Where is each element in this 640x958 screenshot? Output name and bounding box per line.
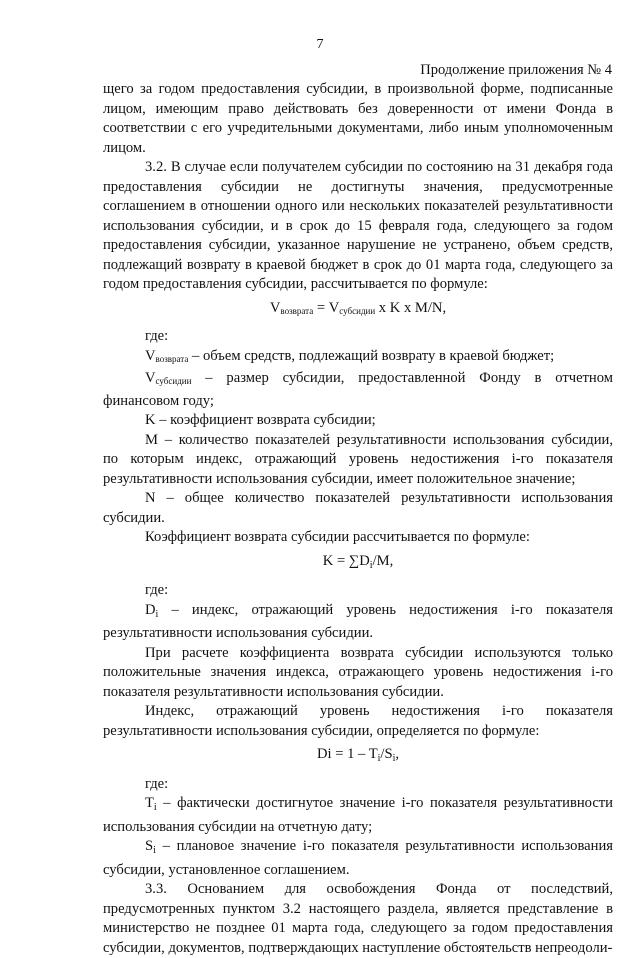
def-d-sub: i — [155, 608, 159, 620]
def-d-text: – индекс, отражающий уровень недостижения i-го показателя результативности использования субсидии. — [103, 601, 613, 641]
def-v-subsidy-symbol: V — [145, 370, 156, 386]
definition-k: K – коэффициент возврата субсидии; — [145, 412, 376, 428]
paragraph-3-3: 3.3. Основанием для освобождения Фонда от последствий, предусмотренных пунктом 3.2 настоящего раздела, является представление в министерство не позднее 01 марта года, следующего за годом предоставления субсидии, документов, подтверждающих наступление обстоятельств непреодоли- — [103, 881, 613, 956]
formula-rest: x K x M/N, — [375, 299, 447, 316]
where-label: где: — [145, 328, 169, 344]
def-s-sub: i — [153, 845, 156, 856]
formula3-c: , — [395, 746, 400, 762]
definition-t — [103, 794, 613, 837]
page-number: 7 — [316, 37, 324, 52]
formula-return-volume — [103, 295, 613, 328]
where-label-3: где: — [145, 775, 169, 792]
def-t-sub: i — [153, 802, 157, 813]
formula2-right: /M, — [372, 552, 394, 569]
formula-coefficient — [103, 548, 613, 582]
formula3-sub2: i — [392, 753, 396, 764]
paragraph-3-2: 3.2. В случае если получателем субсидии по состоянию на 31 декабря года предоставления субсидии не достигнуты значения, предусмотренные соглашением в отношении одного или нескольких показателей результативности использования субсидии, и в срок до 15 февраля года, следующего за годом предоставления субсидии, указанное нарушение не устранено, объем средств, подлежащий возврату в краевой бюджет в срок до 01 марта года, следующего за годом предоставления субсидии, рассчитывается по формуле: — [103, 159, 613, 292]
formula3-b: /S — [380, 746, 393, 762]
paragraph-coefficient: Коэффициент возврата субсидии рассчитывается по формуле: — [145, 529, 530, 545]
def-v-subsidy-text: – размер субсидии, предоставленной Фонду в отчетном финансовом году; — [103, 370, 613, 409]
def-t-symbol: T — [145, 795, 154, 811]
formula2-sub: i — [369, 559, 373, 571]
def-s-symbol: S — [145, 838, 154, 854]
formula3-a: Di = 1 – T — [316, 746, 378, 762]
document-body — [103, 80, 613, 958]
formula-equals-v: = V — [313, 299, 340, 316]
definition-v-return — [103, 347, 613, 370]
paragraph-index: Индекс, отражающий уровень недостижения i-го показателя результативности использования субсидии, определяется по формуле: — [103, 703, 613, 739]
appendix-note: Продолжение приложения № 4 — [420, 62, 612, 78]
where-label-2: где: — [145, 582, 169, 598]
definition-m: M – количество показателей результативности использования субсидии, по которым индекс, отражающий уровень недостижения i-го показателя результативности использования субсидии, имеет положительное значение; — [103, 431, 613, 487]
formula-v-return-sub: возврата — [280, 305, 314, 316]
formula2-left: K = ∑D — [322, 552, 370, 569]
definition-s — [103, 837, 613, 880]
def-v-subsidy-sub: субсидии — [155, 376, 192, 386]
def-v-return-symbol: V — [145, 347, 156, 364]
paragraph-continuation: щего за годом предоставления субсидии, в произвольной форме, подписанные лицом, имеющим право действовать без доверенности от имени Фонда в соответствии с его учредительными документами, либо иным уполномоченным лицом. — [103, 81, 613, 156]
def-d-symbol: D — [145, 601, 156, 618]
def-s-text: – плановое значение i-го показателя результативности использования субсидии, установленное соглашением. — [103, 838, 613, 878]
def-v-return-sub: возврата — [155, 353, 189, 364]
paragraph-positive-values: При расчете коэффициента возврата субсидии используются только положительные значения индекса, отражающего уровень недостижения i-го показателя результативности использования субсидии. — [103, 644, 613, 700]
formula-v-subsidy-sub: субсидии — [339, 305, 376, 316]
def-v-return-text: – объем средств, подлежащий возврату в краевой бюджет; — [188, 347, 555, 364]
definition-n: N – общее количество показателей результативности использования субсидии. — [103, 490, 613, 526]
def-t-text: – фактически достигнутое значение i-го показателя результативности использования субсидии на отчетную дату; — [103, 795, 613, 835]
formula-v-symbol: V — [269, 299, 281, 316]
formula-index — [103, 741, 613, 775]
definition-d — [103, 601, 613, 644]
formula3-sub1: i — [377, 753, 381, 764]
definition-v-subsidy — [103, 369, 613, 411]
